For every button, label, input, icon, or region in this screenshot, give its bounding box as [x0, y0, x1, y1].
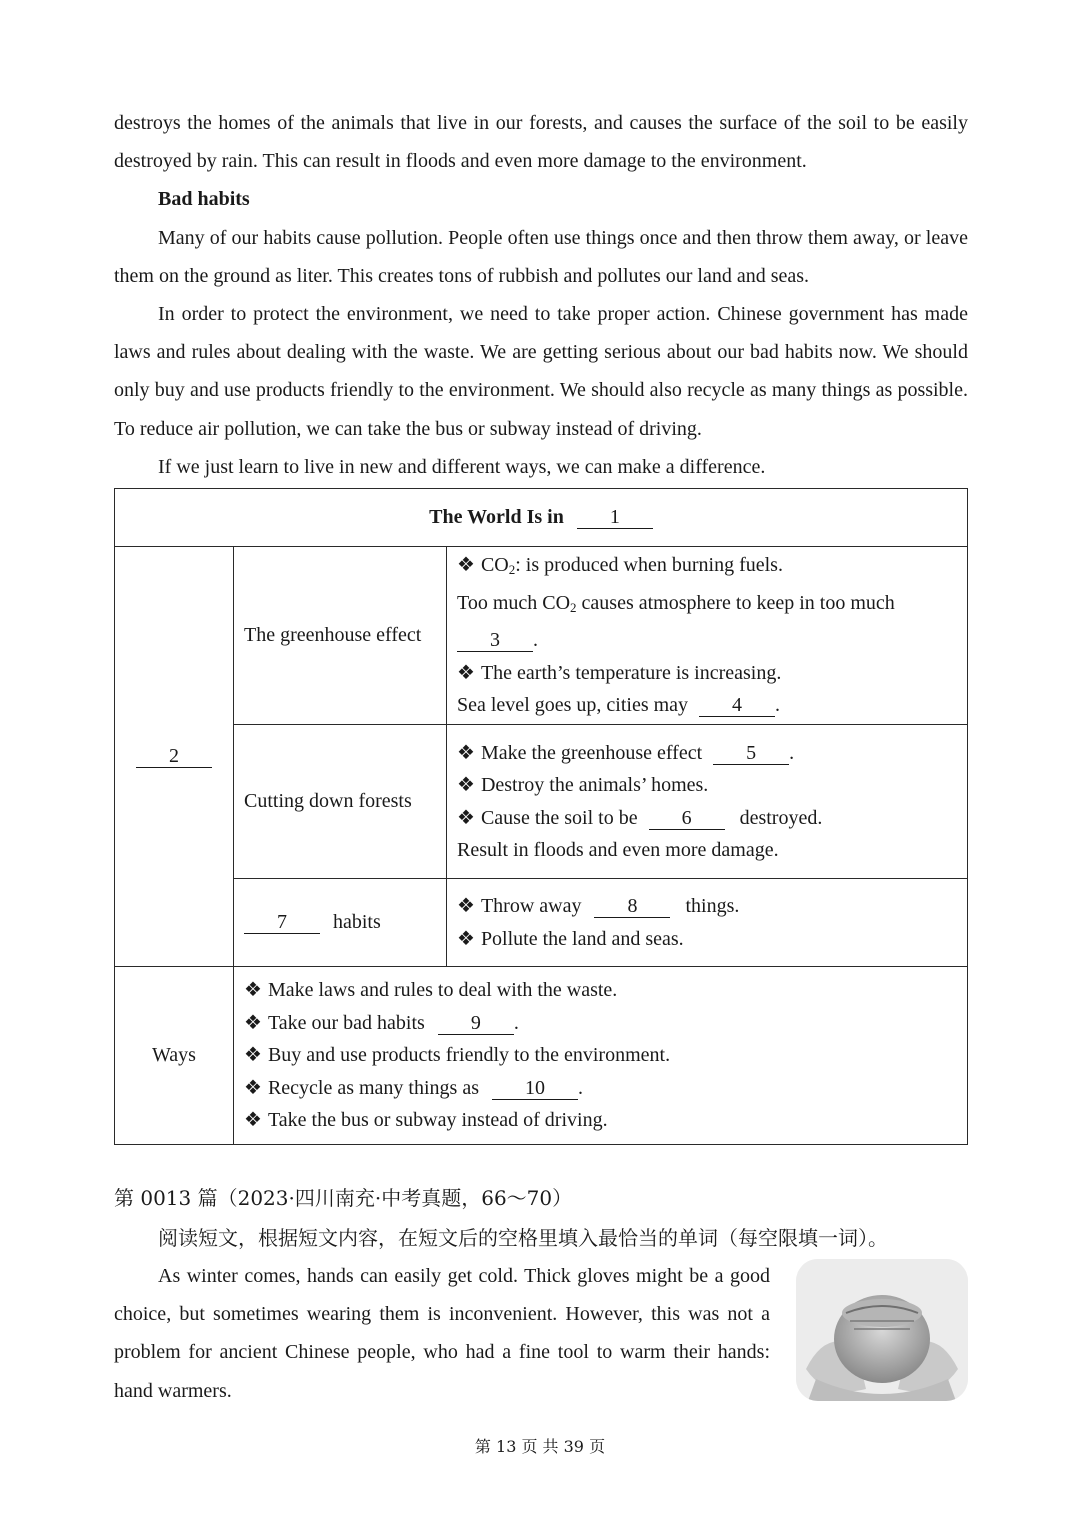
diamond-bullet-icon: ❖ — [457, 927, 475, 950]
hand-warmer-image — [796, 1259, 968, 1401]
greenhouse-line-1: ❖ $CO_2$: is produced when burning fuels. — [457, 554, 783, 578]
ways-line-1: ❖ Make laws and rules to deal with the waste. — [244, 979, 618, 1002]
paragraph-1: destroys the homes of the animals that live in our forests, and causes the surface of the soil to be easily destroyed by rain. This can result in floods and even more damage to the environment. — [114, 112, 968, 173]
greenhouse-label: The greenhouse effect — [234, 547, 447, 725]
blank-1: 1 — [577, 506, 653, 529]
hand-warmer-illustration — [796, 1259, 968, 1401]
blank-2: 2 — [136, 745, 212, 768]
paragraph-4: If we just learn to live in new and different ways, we can make a difference. — [158, 455, 766, 478]
habits-line-2: ❖ Pollute the land and seas. — [457, 927, 684, 950]
forests-line-4: Result in floods and even more damage. — [457, 839, 779, 862]
greenhouse-line-5: Sea level goes up, cities may 4 . — [457, 694, 781, 717]
forests-line-2: ❖ Destroy the animals’ homes. — [457, 774, 709, 797]
page-footer: 第 13 页 共 39 页 — [474, 1437, 606, 1456]
document-page — [114, 104, 968, 1410]
blank-7: 7 — [244, 911, 320, 934]
forests-line-3: ❖ Cause the soil to be 6 destroyed. — [457, 806, 823, 829]
diamond-bullet-icon: ❖ — [244, 1109, 262, 1132]
blank-5: 5 — [713, 742, 789, 765]
diamond-bullet-icon: ❖ — [457, 774, 475, 797]
diamond-bullet-icon: ❖ — [244, 979, 262, 1002]
forests-label: Cutting down forests — [234, 725, 447, 879]
blank-9: 9 — [438, 1012, 514, 1035]
forests-details — [447, 725, 968, 879]
diamond-bullet-icon: ❖ — [457, 741, 475, 764]
table-title: The World Is in 1 — [115, 489, 968, 547]
forests-line-1: ❖ Make the greenhouse effect 5 . — [457, 741, 795, 764]
heading-bad-habits: Bad habits — [158, 188, 250, 211]
habits-label: 7 habits — [234, 879, 447, 967]
blank-2-cell — [115, 547, 234, 967]
section-header: 第 0013 篇（2023·四川南充·中考真题，66～70） — [114, 1186, 573, 1211]
diamond-bullet-icon: ❖ — [457, 806, 475, 829]
diamond-bullet-icon: ❖ — [244, 1044, 262, 1067]
blank-10: 10 — [492, 1077, 578, 1100]
diamond-bullet-icon: ❖ — [244, 1011, 262, 1034]
greenhouse-line-3: 3 . — [457, 624, 957, 657]
ways-label: Ways — [115, 967, 234, 1145]
paragraph-2: Many of our habits cause pollution. People often use things once and then throw them away, or leave them on the ground as liter. This creates tons of rubbish and pollutes our land and seas. — [114, 226, 968, 287]
summary-table — [114, 488, 968, 1145]
habits-line-1: ❖ Throw away 8 things. — [457, 895, 740, 918]
diamond-bullet-icon: ❖ — [244, 1076, 262, 1099]
diamond-bullet-icon: ❖ — [457, 661, 475, 684]
greenhouse-line-4: ❖ The earth’s temperature is increasing. — [457, 661, 782, 684]
instruction-text: 阅读短文，根据短文内容，在短文后的空格里填入最恰当的单词（每空限填一词）。 — [158, 1226, 888, 1251]
habits-details — [447, 879, 968, 967]
ways-line-4: ❖ Recycle as many things as 10 . — [244, 1076, 583, 1099]
blank-6: 6 — [649, 807, 725, 830]
blank-4: 4 — [699, 694, 775, 717]
ways-line-2: ❖ Take our bad habits 9 . — [244, 1011, 519, 1034]
diamond-bullet-icon: ❖ — [457, 895, 475, 918]
ways-line-3: ❖ Buy and use products friendly to the environment. — [244, 1044, 671, 1067]
intro-block — [114, 1257, 968, 1410]
paragraph-3: In order to protect the environment, we need to take proper action. Chinese government has made laws and rules about dealing with the waste. We are getting serious about our bad habits now. We should only buy and use products friendly to the environment. We should also recycle as many things as possible. To reduce air pollution, we can take the bus or subway instead of driving. — [114, 303, 968, 440]
ways-line-5: ❖ Take the bus or subway instead of driving. — [244, 1109, 608, 1132]
ways-details — [234, 967, 968, 1145]
blank-8: 8 — [594, 895, 670, 918]
blank-3: 3 — [457, 629, 533, 652]
intro-paragraph: As winter comes, hands can easily get cold. Thick gloves might be a good choice, but sometimes wearing them is inconvenient. However, this was not a problem for ancient Chinese people, who had a fine tool to warm their hands: hand warmers. — [114, 1265, 770, 1402]
diamond-bullet-icon: ❖ — [457, 554, 475, 577]
greenhouse-line-2: Too much $CO_2$ causes atmosphere to keep in too much — [457, 591, 895, 615]
greenhouse-details — [447, 547, 968, 725]
